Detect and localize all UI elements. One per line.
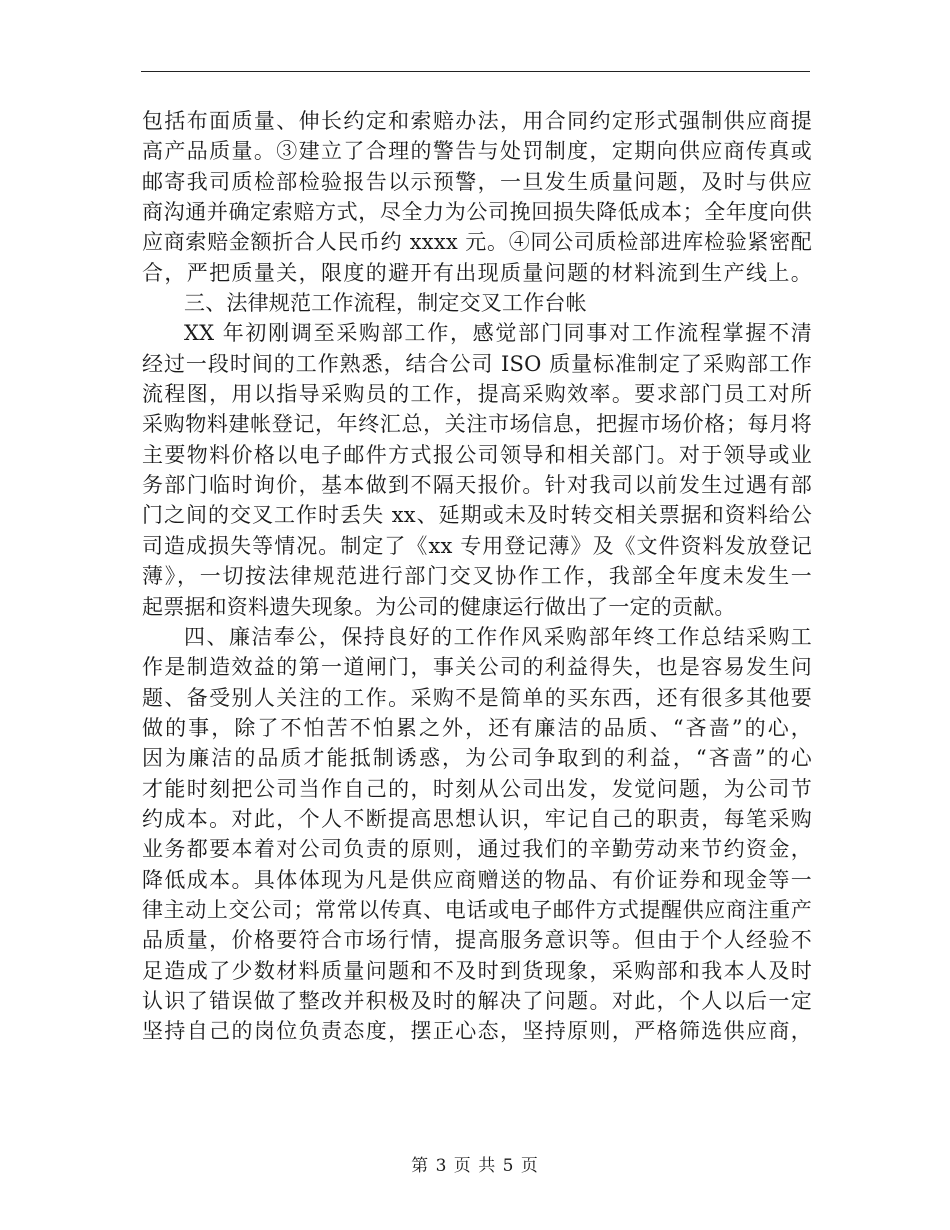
text-line: 邮寄我司质检部检验报告以示预警，一旦发生质量问题，及时与供应: [142, 169, 812, 194]
text-line: 薄》，一切按法律规范进行部门交叉协作工作，我部全年度未发生一: [142, 564, 812, 589]
text-line: XX 年初刚调至采购部工作，感觉部门同事对工作流程掌握不清: [184, 321, 812, 346]
text-line: 做的事，除了不怕苦不怕累之外，还有廉洁的品质、“吝啬”的心，: [142, 715, 812, 740]
text-line: 律主动上交公司；常常以传真、电话或电子邮件方式提醒供应商注重产: [142, 897, 812, 922]
text-line: 经过一段时间的工作熟悉，结合公司 ISO 质量标准制定了采购部工作: [142, 351, 812, 376]
text-line: 高产品质量。③建立了合理的警告与处罚制度，定期向供应商传真或: [142, 139, 812, 164]
text-line: 认识了错误做了整改并积极及时的解决了问题。对此，个人以后一定: [142, 988, 812, 1013]
text-line: 降低成本。具体体现为凡是供应商赠送的物品、有价证券和现金等一: [142, 867, 812, 892]
header-rule: [141, 71, 810, 72]
text-line: 题、备受别人关注的工作。采购不是简单的买东西，还有很多其他要: [142, 685, 812, 710]
text-line: 司造成损失等情况。制定了《xx 专用登记薄》及《文件资料发放登记: [142, 533, 812, 558]
text-line: 因为廉洁的品质才能抵制诱惑，为公司争取到的利益，“吝啬”的心: [142, 746, 812, 771]
text-line: 品质量，价格要符合市场行情，提高服务意识等。但由于个人经验不: [142, 928, 812, 953]
text-line: 采购物料建帐登记，年终汇总，关注市场信息，把握市场价格；每月将: [142, 412, 812, 437]
text-line: 三、法律规范工作流程，制定交叉工作台帐: [184, 291, 587, 316]
page-footer: [0, 1151, 950, 1176]
text-line: 务部门临时询价，基本做到不隔天报价。针对我司以前发生过遇有部: [142, 473, 812, 498]
text-line: 起票据和资料遗失现象。为公司的健康运行做出了一定的贡献。: [142, 594, 736, 619]
document-body: [142, 106, 812, 1047]
text-line: 应商索赔金额折合人民币约 xxxx 元。④同公司质检部进库检验紧密配: [142, 230, 812, 255]
text-line: 坚持自己的岗位负责态度，摆正心态，坚持原则，严格筛选供应商，: [142, 1019, 812, 1044]
text-line: 足造成了少数材料质量问题和不及时到货现象，采购部和我本人及时: [142, 958, 812, 983]
text-line: 主要物料价格以电子邮件方式报公司领导和相关部门。对于领导或业: [142, 442, 812, 467]
text-line: 四、廉洁奉公，保持良好的工作作风采购部年终工作总结采购工: [184, 624, 812, 649]
text-line: 约成本。对此，个人不断提高思想认识，牢记自己的职责，每笔采购: [142, 806, 812, 831]
text-line: 作是制造效益的第一道闸门，事关公司的利益得失，也是容易发生问: [142, 655, 812, 680]
text-line: 包括布面质量、伸长约定和索赔办法，用合同约定形式强制供应商提: [142, 109, 812, 133]
text-line: 商沟通并确定索赔方式，尽全力为公司挽回损失降低成本；全年度向供: [142, 200, 812, 225]
page-number-label: 第 3 页 共 5 页: [411, 1156, 539, 1176]
text-line: 业务都要本着对公司负责的原则，通过我们的辛勤劳动来节约资金，: [142, 837, 812, 862]
text-line: 流程图，用以指导采购员的工作，提高采购效率。要求部门员工对所: [142, 382, 812, 407]
text-line: 才能时刻把公司当作自己的，时刻从公司出发，发觉问题，为公司节: [142, 776, 812, 801]
text-line: 门之间的交叉工作时丢失 xx、延期或未及时转交相关票据和资料给公: [142, 503, 812, 528]
text-line: 合，严把质量关，限度的避开有出现质量问题的材料流到生产线上。: [142, 260, 812, 285]
